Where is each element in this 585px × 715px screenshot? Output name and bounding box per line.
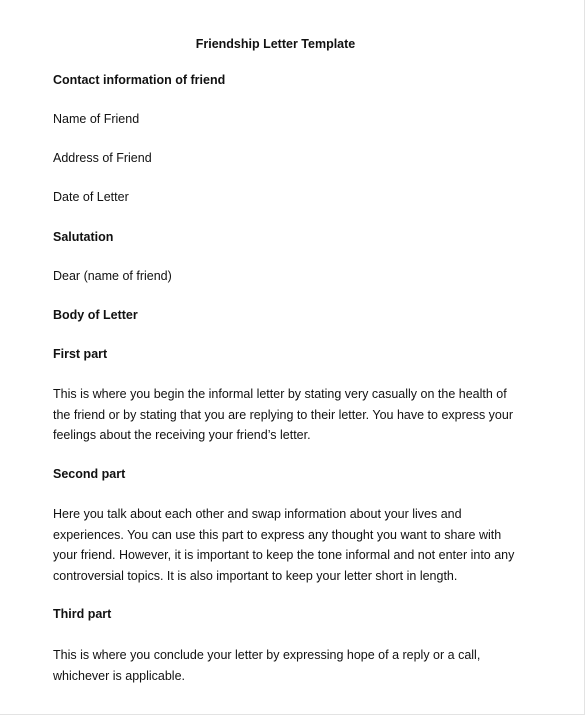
paragraph-line: experiences. You can use this part to express any thought you want to share with	[53, 527, 502, 542]
document-title: Friendship Letter Template	[195, 37, 356, 51]
second-part-heading: Second part	[53, 467, 126, 481]
body-heading: Body of Letter	[53, 308, 138, 322]
first-part-heading: First part	[53, 347, 108, 361]
paragraph-line: whichever is applicable.	[53, 668, 186, 683]
date-line: Date of Letter	[53, 190, 129, 204]
paragraph-line: your friend. However, it is important to keep the tone informal and not enter into any	[53, 548, 515, 562]
paragraph-line: feelings about the receiving your friend’s letter.	[53, 428, 311, 442]
third-part-heading: Third part	[53, 607, 112, 621]
salutation-heading: Salutation	[53, 230, 114, 244]
paragraph-line: This is where you begin the informal letter by stating very casually on the health of	[53, 387, 507, 401]
paragraph-line: This is where you conclude your letter by expressing hope of a reply or a call,	[53, 648, 481, 662]
contact-heading: Contact information of friend	[53, 73, 226, 87]
paragraph-line: the friend or by stating that you are replying to their letter. You have to express your	[53, 407, 513, 422]
second-part-paragraph	[53, 504, 533, 586]
address-line: Address of Friend	[53, 151, 152, 165]
salutation-line: Dear (name of friend)	[53, 269, 172, 283]
first-part-paragraph	[53, 384, 533, 446]
paragraph-line: Here you talk about each other and swap information about your lives and	[53, 507, 462, 521]
paragraph-line: controversial topics. It is also important to keep your letter short in length.	[53, 568, 458, 583]
name-line: Name of Friend	[53, 112, 140, 126]
third-part-paragraph	[53, 645, 533, 686]
